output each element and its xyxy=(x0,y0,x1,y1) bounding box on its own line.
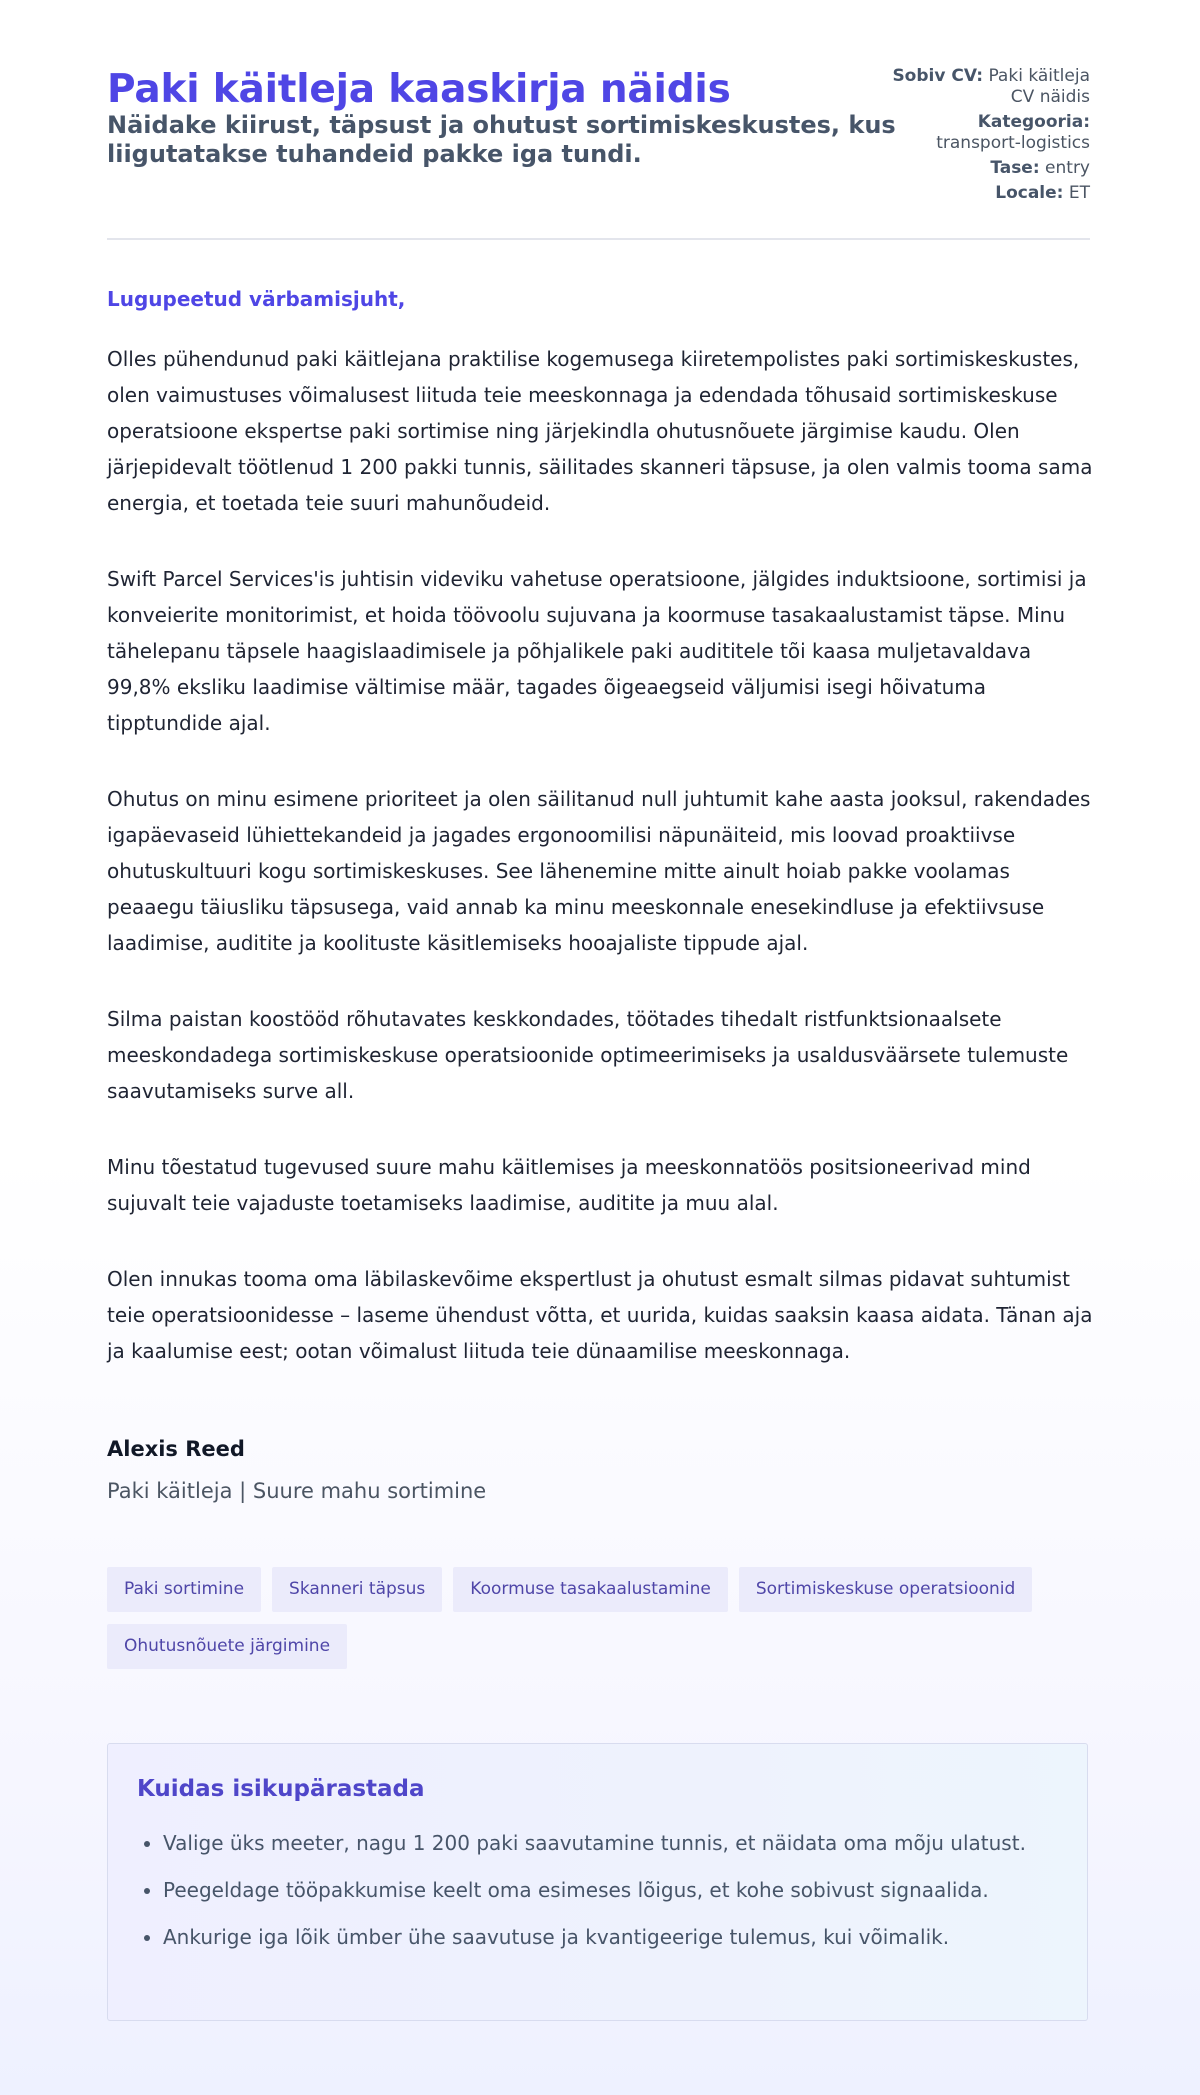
letter-paragraph: Minu tõestatud tugevused suure mahu käitlemises ja meeskonnatöös positsioneerivad mind sujuvalt teie vajaduste toetamiseks laadimise, auditite ja muu alal. xyxy=(107,1155,1031,1215)
meta-level xyxy=(890,158,1090,179)
cover-letter-page xyxy=(107,0,1093,1949)
page-title: Paki käitleja kaaskirja näidis xyxy=(107,67,731,112)
skill-tag: Skanneri täpsus xyxy=(272,1567,442,1612)
meta-locale-label: Locale: xyxy=(995,183,1064,203)
tips-item: • Peegeldage tööpakkumise keelt oma esimeses lõigus, et kohe sobivust signaalida. xyxy=(163,1873,1083,1907)
meta-locale xyxy=(890,183,1090,204)
meta-cv-value: Paki käitleja CV näidis xyxy=(988,66,1090,107)
meta-level-label: Tase: xyxy=(990,158,1040,178)
signature-block xyxy=(107,1434,486,1506)
letter-body xyxy=(107,341,1097,1409)
meta-cv xyxy=(890,66,1090,108)
skill-tag: Paki sortimine xyxy=(107,1567,261,1612)
tips-item: • Ankurige iga lõik ümber ühe saavutuse ja kvantigeerige tulemus, kui võimalik. xyxy=(163,1920,1083,1954)
skill-tag: Ohutusnõuete järgimine xyxy=(107,1624,347,1669)
meta-category-value: transport-logistics xyxy=(936,133,1090,153)
meta-cv-label: Sobiv CV: xyxy=(892,66,984,86)
signature-role: Paki käitleja | Suure mahu sortimine xyxy=(107,1479,487,1503)
skill-tag: Sortimiskeskuse operatsioonid xyxy=(739,1567,1032,1612)
meta-level-value: entry xyxy=(1045,158,1090,178)
page-header xyxy=(107,0,1090,240)
personalization-tips-box xyxy=(107,1743,1088,2021)
page-subtitle: Näidake kiirust, täpsust ja ohutust sortimiskeskustes, kus liigutatakse tuhandeid pakke iga tundi. xyxy=(107,111,896,168)
meta-locale-value: ET xyxy=(1068,183,1090,203)
signature-name: Alexis Reed xyxy=(107,1437,245,1461)
tips-list xyxy=(137,1826,1083,1967)
skill-tags xyxy=(107,1567,1090,1669)
meta-category xyxy=(890,112,1090,154)
tips-item: • Valige üks meeter, nagu 1 200 paki saavutamine tunnis, et näidata oma mõju ulatust. xyxy=(163,1826,1083,1860)
letter-paragraph: Olen innukas tooma oma läbilaskevõime ekspertlust ja ohutust esmalt silmas pidavat suhtumist teie operatsioonidesse – laseme ühendust võtta, et uurida, kuidas saaksin kaasa aidata. Tänan aja ja kaalumise eest; ootan võimalust liituda teie dünaamilise meeskonnaga. xyxy=(107,1267,1093,1363)
letter-paragraph: Silma paistan koostööd rõhutavates keskkondades, töötades tihedalt ristfunktsionaalsete meeskondadega sortimiskeskuse operatsioonide optimeerimiseks ja usaldusväärsete tulemuste saavutamiseks surve all. xyxy=(107,1007,1069,1103)
letter-paragraph: Swift Parcel Services'is juhtisin videviku vahetuse operatsioone, jälgides induktsioone, sortimisi ja konveierite monitorimist, et hoida töövoolu sujuvana ja koormuse tasakaalustamist täpse. Minu tähelepanu täpsele haagislaadimisele ja põhjalikele paki audititele tõi kaasa muljetavaldava 99,8% eksliku laadimise vältimise määr, tagades õigeaegseid väljumisi isegi hõivatuma tipptundide ajal. xyxy=(107,567,1087,735)
meta-category-label: Kategooria: xyxy=(977,112,1090,132)
tips-title: Kuidas isikupärastada xyxy=(137,1776,425,1802)
letter-paragraph: Ohutus on minu esimene prioriteet ja olen säilitanud null juhtumit kahe aasta jooksul, rakendades igapäevaseid lühiettekandeid ja jagades ergonoomilisi näpunäiteid, mis loovad proaktiivse ohutuskultuuri kogu sortimiskeskuses. See lähenemine mitte ainult hoiab pakke voolamas peaaegu täiusliku täpsusega, vaid annab ka minu meeskonnale enesekindluse ja efektiivsuse laadimise, auditite ja koolituste käsitlemiseks hooajaliste tippude ajal. xyxy=(107,787,1091,955)
letter-paragraph: Olles pühendunud paki käitlejana praktilise kogemusega kiiretempolistes paki sortimiskeskustes, olen vaimustuses võimalusest liituda teie meeskonnaga ja edendada tõhusaid sortimiskeskuse operatsioone ekspertse paki sortimise ning järjekindla ohutusnõuete järgimise kaudu. Olen järjepidevalt töötlenud 1 200 pakki tunnis, säilitades skanneri täpsuse, ja olen valmis tooma sama energia, et toetada teie suuri mahunõudeid. xyxy=(107,347,1093,515)
meta-info xyxy=(890,66,1090,208)
letter-salutation: Lugupeetud värbamisjuht, xyxy=(107,287,406,311)
skill-tag: Koormuse tasakaalustamine xyxy=(453,1567,728,1612)
